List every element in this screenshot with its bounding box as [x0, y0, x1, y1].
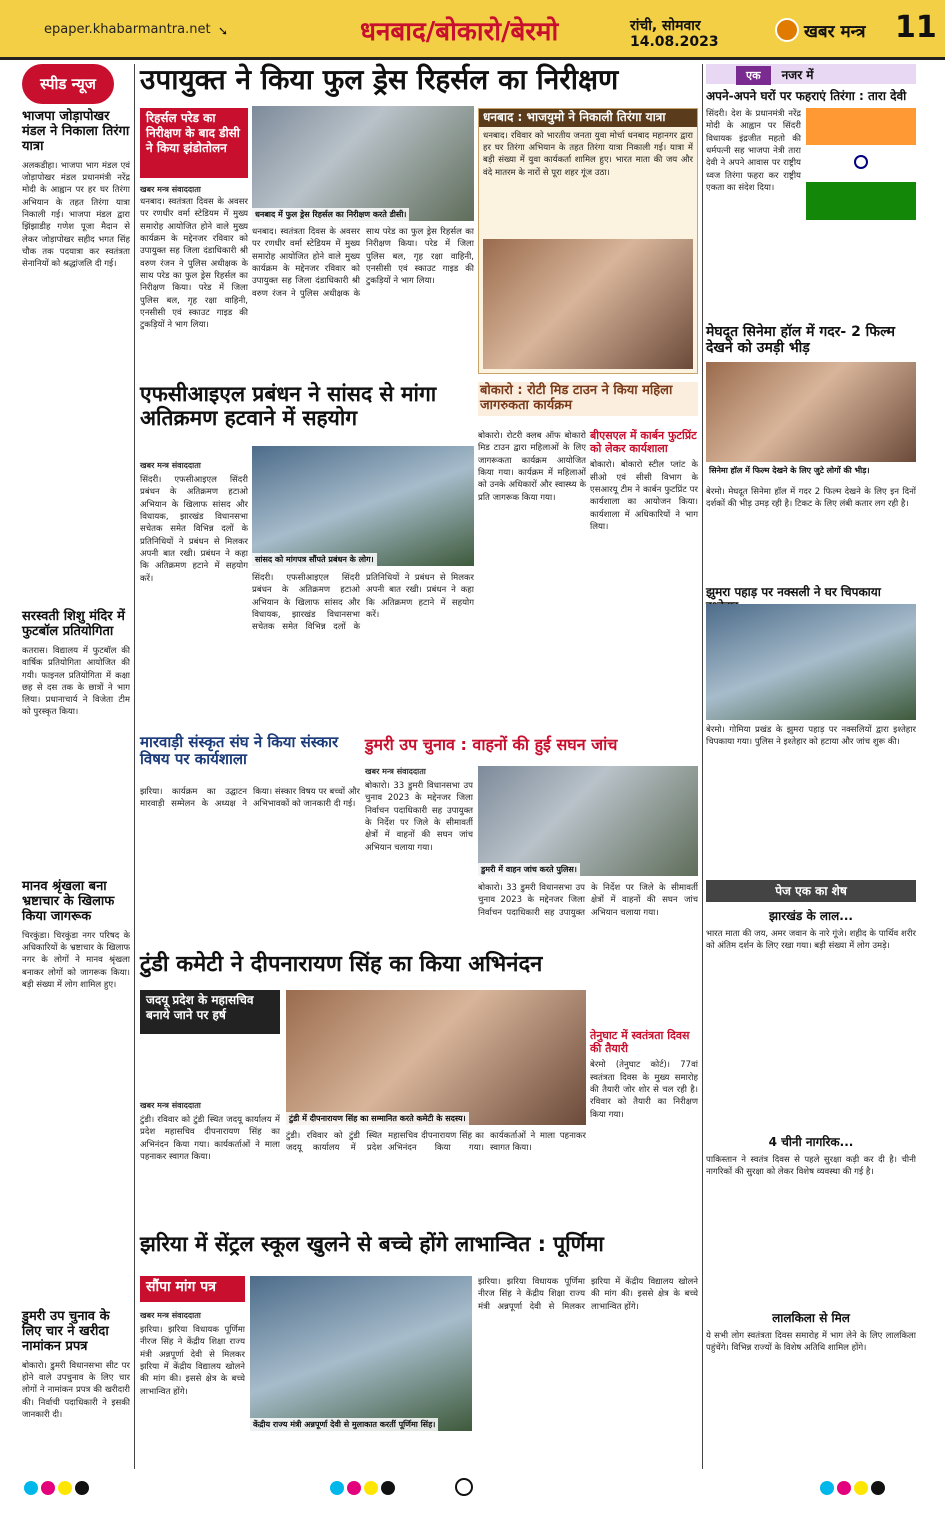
- right-story-3-headline[interactable]: झुमरा पहाड़ पर नक्सली ने घर चिपकाया: [706, 585, 881, 599]
- dumri-byline: खबर मन्त्र संवाददाता: [365, 767, 426, 776]
- tenughat-headline[interactable]: तेनुघाट में स्वतंत्रता दिवस की तैयारी: [590, 1029, 690, 1055]
- marwari-headline[interactable]: मारवाड़ी संस्कृत संघ ने किया संस्कार विषय पर कार्यशाला: [140, 733, 339, 769]
- left-story-4-body: बोकारो। डुमरी विधानसभा सीट पर होने वाले उपचुनाव के लिए चार लोगों ने नामांकन प्रपत्र की खरीदारी की। निर्वाची पदाधिकारी ने इसकी जानकारी दी।: [22, 1360, 130, 1421]
- tundi-body: टुंडी। रविवार को टुंडी स्थित जदयू कार्यालय में प्रदेश महासचिव दीपनारायण सिंह का अभिनंदन किया गया। कार्यकर्ताओं ने माला पहनाकर स्वागत किया।: [140, 1115, 280, 1162]
- ashoka-chakra-icon: [854, 155, 868, 169]
- right-story-6-body: ये सभी लोग स्वतंत्रता दिवस समारोह में भाग लेने के लिए लालकिला पहुंचेंगे। विभिन्न राज्यों के विशेष अतिथि शामिल होंगे।: [706, 1331, 916, 1354]
- color-registration-right: [820, 1480, 888, 1499]
- tundi-highlight-box: जदयू प्रदेश के महासचिव बनाये जाने पर हर्ष: [140, 990, 280, 1034]
- registration-dot: [364, 1481, 378, 1495]
- lead-photo: [252, 106, 474, 221]
- left-column: [22, 110, 130, 650]
- speed-news-badge: [22, 64, 114, 104]
- page-number: 11: [895, 10, 937, 45]
- tundi-headline[interactable]: टुंडी कमेटी ने दीपनारायण सिंह का किया अभिनंदन: [140, 952, 543, 977]
- registration-dot: [41, 1481, 55, 1495]
- left-story-3-body: चिरकुंडा। चिरकुंडा नगर परिषद के अधिकारियों के भ्रष्टाचार के खिलाफ नगर के लोगों ने मानव श्रृंखला बनाकर लोगों को जागरूक किया। बड़ी संख्या में लोग शामिल हुए।: [22, 930, 130, 991]
- left-story-2-headline[interactable]: सरस्वती शिशु मंदिर में फुटबॉल प्रतियोगिता: [22, 609, 125, 639]
- naxal-poster-photo: [706, 604, 916, 720]
- registration-dot: [381, 1481, 395, 1495]
- right-story-2-headline[interactable]: मेघदूत सिनेमा हॉल में गदर- 2 फिल्म देखने को उमड़ी भीड़: [706, 324, 896, 357]
- right-story-1-body: सिंदरी। देश के प्रधानमंत्री नरेंद्र मोदी के आह्वान पर सिंदरी विधायक इंद्रजीत महतो की धर्मपत्नी सह भाजपा नेत्री तारा देवी ने अपने आवास पर राष्ट्रीय ध्वज तिरंगा फहरा कर राष्ट्रीय एकता का संदेश दिया।: [706, 109, 801, 193]
- column-divider-right: [702, 64, 703, 1469]
- lead-body: धनबाद। स्वतंत्रता दिवस के अवसर पर रणधीर वर्मा स्टेडियम में मुख्य समारोह आयोजित होने वाले मुख्य कार्यक्रम के मद्देनजर रविवार को उपायुक्त सह जिला दंडाधिकारी श्री वरुण रंजन ने पुलिस अधीक्षक के साथ परेड का फुल ड्रेस रिहर्सल का निरीक्षण किया। परेड में जिला पुलिस बल, गृह रक्षा वाहिनी, एनसीसी एवं स्काउट गाइड की टुकड़ियों ने भाग लिया।: [140, 197, 248, 331]
- brand-name: खबर मन्त्र: [804, 22, 866, 42]
- tenughat-body: बेरमो (तेनुघाट कोर्ट)। 77वां स्वतंत्रता दिवस के मुख्य समारोह की तैयारी जोर शोर से चल रही है। रविवार को तैयारी का निरीक्षण किया गया।: [590, 1060, 698, 1120]
- lead-highlight-box: रिहर्सल परेड का निरीक्षण के बाद डीसी ने किया झंडोतोलन: [140, 108, 248, 178]
- right-story-5-headline[interactable]: 4 चीनी नागरिक...: [768, 1135, 854, 1149]
- jharia-photo-caption: केंद्रीय राज्य मंत्री अन्नपूर्णा देवी से मुलाकात करतीं पूर्णिमा सिंह।: [250, 1418, 438, 1431]
- dumri-photo: [478, 766, 698, 876]
- tenughat-story: [590, 1030, 698, 1209]
- tundi-body-cont: [286, 1130, 586, 1224]
- epaper-url[interactable]: epaper.khabarmantra.net: [44, 22, 211, 37]
- registration-dot: [837, 1481, 851, 1495]
- jharia-body: झरिया। झरिया विधायक पूर्णिमा नीरज सिंह ने केंद्रीय शिक्षा राज्य मंत्री अन्नपूर्णा देवी से मिलकर झरिया में केंद्रीय विद्यालय खोलने की मांग की। इससे क्षेत्र के बच्चे लाभान्वित होंगे।: [140, 1325, 245, 1397]
- registration-dot: [820, 1481, 834, 1495]
- tiranga-story: [478, 108, 698, 374]
- issue-date: 14.08.2023: [630, 34, 719, 50]
- fci-byline: खबर मन्त्र संवाददाता: [140, 461, 201, 470]
- right-story-3-body: बेरमो। गोमिया प्रखंड के झुमरा पहाड़ पर नक्सलियों द्वारा इश्तेहार चिपकाया गया। पुलिस ने इश्तेहार को हटाया और जांच शुरू की।: [706, 725, 916, 748]
- city-day: रांची, सोमवार: [630, 18, 701, 34]
- bsl-story: [590, 430, 698, 699]
- tundi-photo-caption: टुंडी में दीपनारायण सिंह का सम्मानित करते कमेटी के सदस्य।: [286, 1112, 469, 1125]
- left-story-1-headline[interactable]: भाजपा जोड़ापोखर मंडल ने निकाला तिरंगा यात्रा: [22, 109, 130, 154]
- fci-body-cont-text: सिंदरी। एफसीआइएल सिंदरी प्रबंधन के अतिक्रमण हटाओ अभियान के खिलाफ सांसद और विधायक, झारखंड विधानसभा सचेतक समेत विभिन्न दलों के प्रतिनिधियों ने प्रबंधन से मिलकर अपनी बात रखी। प्रबंधन ने कहा कि अतिक्रमण हटाने में सहयोग करें।: [252, 573, 474, 633]
- right-story-1-headline[interactable]: अपने-अपने घरों पर फहराएं तिरंगा : तारा देवी: [706, 89, 907, 103]
- dumri-body-cont: [478, 882, 698, 946]
- right-story-6-headline[interactable]: लालकिला से मिल: [772, 1311, 850, 1325]
- jharia-byline: खबर मन्त्र संवाददाता: [140, 1311, 201, 1320]
- jharia-headline[interactable]: झरिया में सेंट्रल स्कूल खुलने से बच्चे होंगे लाभान्वित : पूर्णिमा: [140, 1232, 604, 1256]
- registration-dot: [871, 1481, 885, 1495]
- marwari-body: झरिया। कार्यक्रम का उद्घाटन मारवाड़ी सम्मेलन के अध्यक्ष ने किया। संस्कार विषय पर बच्चों और अभिभावकों को जानकारी दी गई।: [140, 787, 360, 810]
- right-story-2-body: बेरमो। मेघदूत सिनेमा हॉल में गदर 2 फिल्म देखने के लिए इन दिनों दर्शकों की भीड़ उमड़ रही है। टिकट के लिए लंबी कतार लग रही है।: [706, 487, 916, 510]
- section-title: धनबाद/बोकारो/बेरमो: [360, 17, 559, 47]
- fci-body: सिंदरी। एफसीआइएल सिंदरी प्रबंधन के अतिक्रमण हटाओ अभियान के खिलाफ सांसद और विधायक, झारखंड विधानसभा सचेतक समेत विभिन्न दलों के प्रतिनिधियों ने प्रबंधन से मिलकर अपनी बात रखी। प्रबंधन ने कहा कि अतिक्रमण हटाने में सहयोग करें।: [140, 475, 248, 584]
- bsl-headline[interactable]: बीएसएल में कार्बन फुटप्रिंट को लेकर कार्यशाला: [590, 429, 697, 455]
- cinema-crowd-photo: [706, 362, 916, 462]
- fci-body-cont: [252, 572, 474, 724]
- left-story-1-body: अलकडीहा। भाजपा भाग मंडल एवं जोड़ापोखर मंडल प्रधानमंत्री नरेंद्र मोदी के आह्वान पर हर घर तिरंगा अभियान के तहत तिरंगा यात्रा निकाली गई। भाजपा मंडल द्वारा झिंझाडीह गणेश पूजा मैदान से लेकर जोड़ापोखर सहीद भगत सिंह चौक तक पदयात्रा कर स्वतंत्रता सेनानियों को श्रद्धांजलि दी गई।: [22, 160, 130, 270]
- lead-photo-caption: धनबाद में फुल ड्रेस रिहर्सल का निरीक्षण करते डीसी।: [252, 208, 409, 221]
- tiranga-headline[interactable]: धनबाद : भाजयुमो ने निकाली तिरंगा यात्रा: [479, 109, 697, 127]
- dumri-body-cont-text: बोकारो। 33 डुमरी विधानसभा उप चुनाव 2023 के मद्देनजर जिला निर्वाचन पदाधिकारी सह उपायुक्त के निर्देश पर जिले के सीमावर्ती क्षेत्रों में वाहनों की सघन जांच अभियान चलाया गया।: [478, 883, 698, 918]
- jharia-body-cont-text: झरिया। झरिया विधायक पूर्णिमा नीरज सिंह ने केंद्रीय शिक्षा राज्य मंत्री अन्नपूर्णा देवी से मिलकर झरिया में केंद्रीय विद्यालय खोलने की मांग की। इससे क्षेत्र के बच्चे लाभान्वित होंगे।: [478, 1277, 698, 1312]
- lead-headline[interactable]: उपायुक्त ने किया फुल ड्रेस रिहर्सल का निरीक्षण: [140, 63, 619, 96]
- bsl-body: बोकारो। बोकारो स्टील प्लांट के सीओ एवं सीसी विभाग के एसआरयू टीम ने कार्बन फुटप्रिंट पर कार्यशाला का आयोजन किया। कार्यशाला में अधिकारियों ने भाग लिया।: [590, 460, 698, 532]
- jharia-highlight-box: सौंपा मांग पत्र: [140, 1276, 245, 1302]
- dumri-body: बोकारो। 33 डुमरी विधानसभा उप चुनाव 2023 के मद्देनजर जिला निर्वाचन पदाधिकारी सह उपायुक्त के निर्देश पर जिले के सीमावर्ती क्षेत्रों में वाहनों की सघन जांच अभियान चलाया गया।: [365, 781, 473, 853]
- right-story-5-body: पाकिस्तान ने स्वतंत्र दिवस से पहले सुरक्षा कड़ी कर दी है। चीनी नागरिकों की सुरक्षा को लेकर विशेष व्यवस्था की गई है।: [706, 1155, 916, 1178]
- registration-dot: [24, 1481, 38, 1495]
- color-registration-left: [24, 1480, 92, 1499]
- color-registration-center: [330, 1480, 398, 1499]
- jharia-photo: [250, 1276, 472, 1431]
- tiranga-body: धनबाद। रविवार को भारतीय जनता युवा मोर्चा धनबाद महानगर द्वारा हर घर तिरंगा अभियान के तहत तिरंगा यात्रा निकाली गई। यात्रा में बड़ी संख्या में युवा कार्यकर्ता शामिल हुए। भारत माता की जय और वंदे मातरम के नारों से पूरा शहर गूंज उठा।: [483, 130, 693, 178]
- dumri-photo-caption: डुमरी में वाहन जांच करते पुलिस।: [478, 863, 580, 876]
- tiranga-photo: [483, 239, 693, 369]
- lead-body-cont: [252, 226, 474, 372]
- cinema-photo-caption: सिनेमा हॉल में फिल्म देखने के लिए जुटे लोगों की भीड़।: [706, 464, 916, 477]
- left-story-2-body: कतरास। विद्यालय में फुटबॉल की वार्षिक प्रतियोगिता आयोजित की गयी। फाइनल प्रतियोगिता में कक्षा छह से दस तक के छात्रों ने भाग लिया। प्रधानाचार्य ने विजेता टीम को पुरस्कृत किया।: [22, 645, 130, 718]
- registration-dot: [347, 1481, 361, 1495]
- registration-dot: [75, 1481, 89, 1495]
- rotary-body: बोकारो। रोटरी क्लब ऑफ बोकारो मिड टाउन द्वारा महिलाओं के लिए जागरूकता कार्यक्रम आयोजित किया गया। कार्यक्रम में महिलाओं को उनके अधिकारों और स्वास्थ्य के प्रति जागरूक किया गया।: [478, 431, 586, 503]
- crosshair-icon: [455, 1478, 473, 1496]
- flag-photo: [806, 108, 916, 220]
- right-story-4-body: भारत माता की जय, अमर जवान के नारे गूंजे। शहीद के पार्थिव शरीर को अंतिम दर्शन के लिए रखा गया। बड़ी संख्या में लोग उमड़े।: [706, 929, 916, 952]
- left-story-2: [22, 610, 130, 895]
- nazar-label: नजर में: [781, 68, 814, 82]
- left-story-3-headline[interactable]: मानव श्रृंखला बना भ्रष्टाचार के खिलाफ किया जागरूक: [22, 879, 115, 924]
- page-one-remainder-bar: पेज एक का शेष: [706, 880, 916, 902]
- lead-body-cont-text: धनबाद। स्वतंत्रता दिवस के अवसर पर रणधीर वर्मा स्टेडियम में मुख्य समारोह आयोजित होने वाले मुख्य कार्यक्रम के मद्देनजर रविवार को उपायुक्त सह जिला दंडाधिकारी श्री वरुण रंजन ने पुलिस अधीक्षक के साथ परेड का फुल ड्रेस रिहर्सल का निरीक्षण किया। परेड में जिला पुलिस बल, गृह रक्षा वाहिनी, एनसीसी एवं स्काउट गाइड की टुकड़ियों ने भाग लिया।: [252, 227, 474, 299]
- fci-photo: [252, 446, 474, 566]
- dumri-headline[interactable]: डुमरी उप चुनाव : वाहनों की हुई सघन जांच: [365, 735, 618, 754]
- tundi-byline: खबर मन्त्र संवाददाता: [140, 1101, 201, 1110]
- rotary-headline[interactable]: बोकारो : रोटी मिड टाउन ने किया महिला जागरुकता कार्यक्रम: [478, 382, 698, 416]
- jharia-body-cont: [478, 1276, 698, 1466]
- lead-byline: खबर मन्त्र संवाददाता: [140, 185, 201, 194]
- speed-news-label: स्पीड न्यूज: [40, 75, 96, 93]
- left-story-4-headline[interactable]: डुमरी उप चुनाव के लिए चार ने खरीदा नामांकन प्रपत्र: [22, 1309, 110, 1354]
- masthead: [0, 0, 945, 60]
- cursor-icon: ➘: [218, 24, 229, 38]
- tundi-body-cont-text: टुंडी। रविवार को टुंडी स्थित जदयू कार्यालय में प्रदेश महासचिव दीपनारायण सिंह का अभिनंदन किया गया। कार्यकर्ताओं ने माला पहनाकर स्वागत किया।: [286, 1131, 586, 1154]
- ek-nazar-badge: [706, 64, 916, 84]
- column-divider: [134, 64, 135, 1469]
- fci-photo-caption: सांसद को मांगपत्र सौंपते प्रबंधन के लोग।: [252, 553, 377, 566]
- ek-label: एक: [736, 66, 771, 85]
- registration-dot: [58, 1481, 72, 1495]
- right-story-4-headline[interactable]: झारखंड के लाल...: [769, 909, 853, 923]
- fci-headline[interactable]: एफसीआइएल प्रबंधन ने सांसद से मांगा अतिक्रमण हटवाने में सहयोग: [140, 382, 437, 431]
- left-story-4: [22, 1310, 130, 1500]
- registration-dot: [854, 1481, 868, 1495]
- registration-dot: [330, 1481, 344, 1495]
- brand-logo-icon: [775, 18, 799, 42]
- left-story-3: [22, 880, 130, 1340]
- tundi-photo: [286, 990, 586, 1125]
